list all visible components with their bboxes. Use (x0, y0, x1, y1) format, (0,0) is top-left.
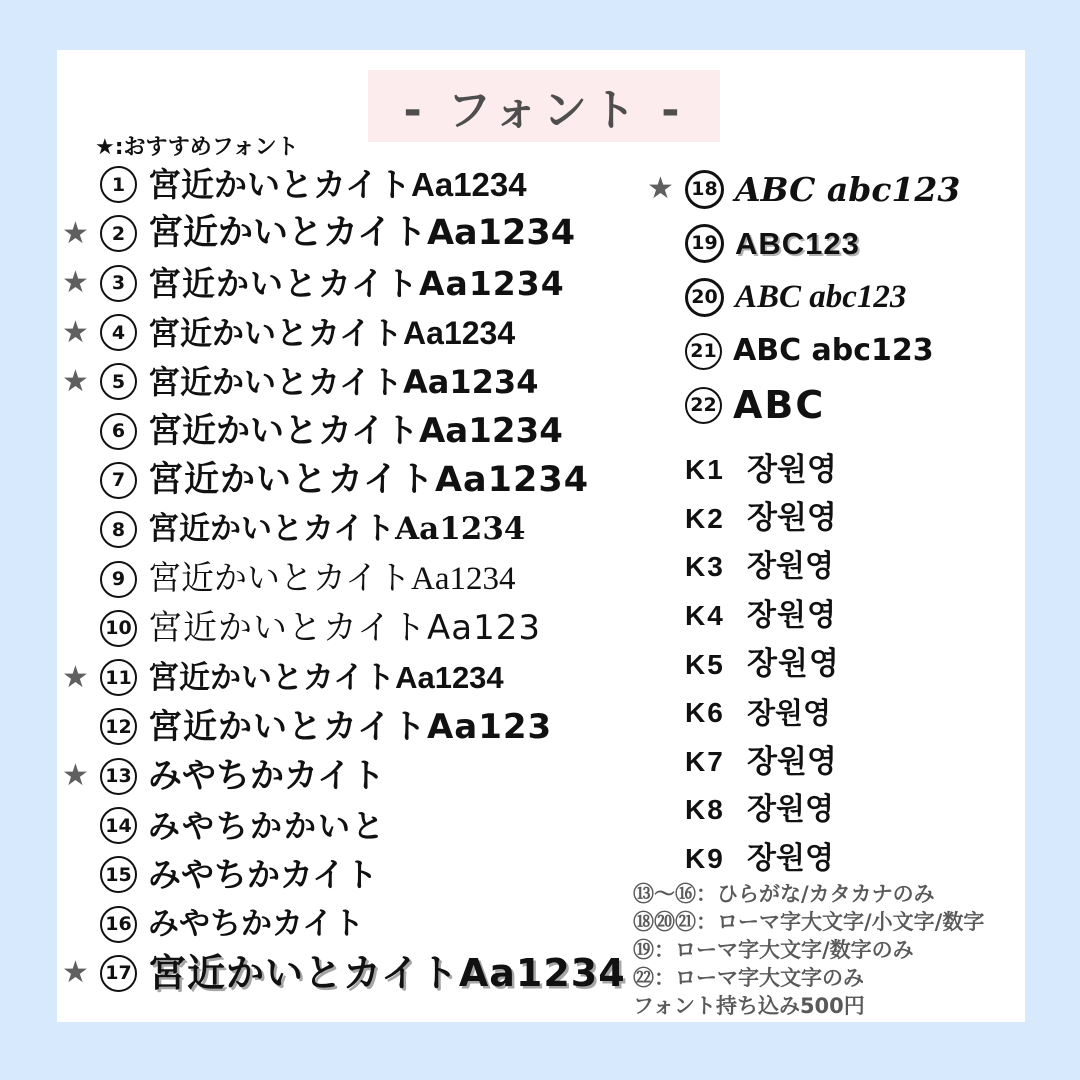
font-row-19 (647, 216, 1022, 270)
recommended-legend: ★:おすすめフォント (95, 135, 299, 160)
font-number-badge: 9 (100, 561, 137, 598)
font-number-badge: 10 (100, 610, 137, 647)
font-sample-text: みやちかカイト (148, 756, 385, 797)
font-sample-text: ABC (733, 383, 826, 427)
star-icon: ★ (62, 955, 89, 991)
font-sample-text: 장원영 (747, 451, 837, 488)
font-sample-text: 장원영 (747, 695, 832, 730)
font-sample-text: ABC abc123 (735, 278, 907, 315)
font-number-badge: 15 (100, 856, 137, 893)
korean-font-number: K8 (685, 794, 725, 826)
font-row-13 (62, 752, 642, 801)
korean-font-number: K9 (685, 843, 725, 875)
font-sample-text: 장원영 (747, 550, 834, 584)
font-sample-text: 宮近かいとカイトAa1234 (148, 660, 504, 696)
star-icon: ★ (62, 758, 89, 794)
font-sample-text: 宮近かいとカイトAa123 (148, 706, 553, 747)
font-number-badge: 5 (100, 363, 137, 400)
font-number-badge: 22 (685, 387, 722, 424)
font-row-k1 (647, 446, 1022, 495)
font-row-k9 (647, 835, 1022, 884)
font-sample-text: ABC123 (735, 225, 860, 261)
font-number-badge: 16 (100, 906, 137, 943)
font-row-3 (62, 259, 642, 308)
page-title: - フォント - (403, 85, 685, 136)
font-row-20 (647, 270, 1022, 324)
font-number-badge: 19 (685, 224, 724, 263)
title-banner (368, 70, 720, 142)
font-sample-text: みやちかカイト (148, 856, 379, 894)
font-sample-text: 宮近かいとカイトAa1234 (148, 560, 516, 597)
font-number-badge: 4 (100, 314, 137, 351)
font-sample-text: 宮近かいとカイトAa1234 (148, 459, 590, 500)
font-row-k5 (647, 640, 1022, 689)
font-sample-text: 장원영 (747, 792, 834, 828)
star-icon: ★ (62, 265, 89, 301)
font-sample-text: 宮近かいとカイトAa1234 (148, 951, 626, 996)
note-line: ⑲：ローマ字大文字/数字のみ (633, 938, 914, 962)
font-number-badge: 11 (100, 659, 137, 696)
font-number-badge: 1 (100, 166, 137, 203)
note-line: フォント持ち込み500円 (633, 994, 865, 1018)
font-row-4 (62, 308, 642, 357)
font-sample-text: 장원영 (747, 500, 837, 537)
font-sample-text: 宮近かいとカイトAa1234 (148, 213, 576, 254)
star-icon: ★ (647, 171, 674, 206)
font-number-badge: 12 (100, 708, 137, 745)
font-sample-text: 장원영 (747, 841, 834, 877)
font-row-1 (62, 160, 642, 209)
font-row-5 (62, 357, 642, 406)
font-sample-text: ABC abc123 (733, 333, 934, 368)
font-number-badge: 14 (100, 807, 137, 844)
star-icon: ★ (62, 215, 89, 251)
japanese-font-list (62, 160, 642, 998)
font-number-badge: 18 (685, 170, 724, 209)
star-icon: ★ (62, 659, 89, 695)
font-sample-text: 宮近かいとカイトAa1234 (148, 263, 565, 303)
font-number-badge: 3 (100, 265, 137, 302)
font-sample-text: 장원영 (747, 646, 840, 683)
font-row-22 (647, 378, 1022, 432)
font-row-15 (62, 850, 642, 899)
font-sample-text: 宮近かいとカイトAa123 (148, 608, 541, 649)
korean-font-number: K4 (685, 600, 725, 632)
note-line: ⑱⑳㉑：ローマ字大文字/小文字/数字 (633, 910, 985, 934)
font-row-k7 (647, 738, 1022, 787)
font-sample-text: みやちかかいと (148, 806, 387, 845)
font-sample-text: 장원영 (747, 598, 837, 634)
font-row-17 (62, 949, 642, 998)
font-row-8 (62, 505, 642, 554)
font-row-2 (62, 209, 642, 258)
font-number-badge: 20 (685, 278, 724, 317)
font-row-k3 (647, 543, 1022, 592)
font-row-18 (647, 162, 1022, 216)
font-number-badge: 21 (685, 333, 722, 370)
star-icon: ★ (62, 363, 89, 399)
font-row-21 (647, 324, 1022, 378)
font-number-badge: 17 (100, 955, 137, 992)
font-sample-text: 장원영 (747, 744, 837, 780)
font-row-16 (62, 899, 642, 948)
font-sample-text: 宮近かいとカイトAa1234 (148, 166, 527, 204)
font-sample-text: 宮近かいとカイトAa1234 (148, 314, 516, 351)
korean-font-number: K6 (685, 697, 725, 729)
note-line: ⑬〜⑯：ひらがな/カタカナのみ (633, 882, 935, 906)
font-number-badge: 6 (100, 413, 137, 450)
latin-korean-font-list (647, 162, 1022, 883)
font-row-k8 (647, 786, 1022, 835)
font-number-badge: 13 (100, 758, 137, 795)
font-row-k2 (647, 495, 1022, 544)
font-row-9 (62, 554, 642, 603)
korean-font-number: K3 (685, 551, 725, 583)
font-row-k6 (647, 689, 1022, 738)
font-sample-text: 宮近かいとカイトAa1234 (148, 411, 563, 452)
korean-font-number: K5 (685, 648, 725, 680)
content-panel (57, 50, 1025, 1022)
font-number-badge: 7 (100, 462, 137, 499)
usage-notes (633, 880, 1033, 1020)
font-row-10 (62, 604, 642, 653)
font-row-7 (62, 456, 642, 505)
font-row-12 (62, 702, 642, 751)
font-row-k4 (647, 592, 1022, 641)
font-sample-text: 宮近かいとカイトAa1234 (148, 511, 526, 548)
note-line: ㉒：ローマ字大文字のみ (633, 966, 864, 990)
korean-font-number: K1 (685, 454, 725, 486)
font-row-11 (62, 653, 642, 702)
font-row-14 (62, 801, 642, 850)
star-icon: ★ (62, 314, 89, 350)
font-sample-text: ABC abc123 (735, 169, 961, 209)
font-sample-text: 宮近かいとカイトAa1234 (148, 362, 539, 401)
font-number-badge: 2 (100, 215, 137, 252)
font-row-6 (62, 406, 642, 455)
korean-font-number: K2 (685, 502, 725, 534)
korean-font-list (647, 446, 1022, 883)
korean-font-number: K7 (685, 745, 725, 777)
font-number-badge: 8 (100, 511, 137, 548)
font-sample-text: みやちかカイト (148, 905, 365, 942)
